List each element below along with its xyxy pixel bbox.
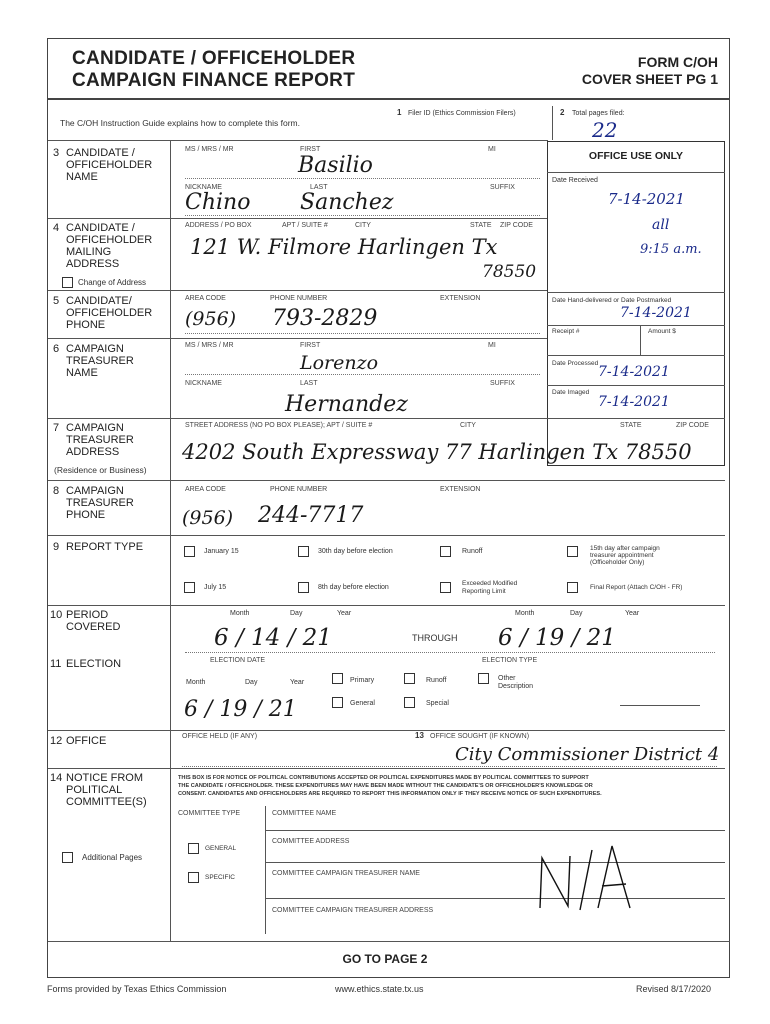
committee-type-label: COMMITTEE TYPE	[178, 810, 241, 817]
s3-first-label: FIRST	[300, 146, 321, 153]
s3-dots-1	[185, 178, 540, 179]
s5-ext-label: EXTENSION	[440, 295, 481, 302]
section-14-number: 14	[50, 772, 63, 784]
election-other-label-1: Other	[498, 675, 516, 682]
s5-dots	[185, 333, 540, 334]
other-description-line	[620, 705, 700, 706]
initials-value: all	[652, 217, 670, 233]
election-general-label: General	[350, 700, 375, 707]
s3-ms-label: MS / MRS / MR	[185, 146, 234, 153]
election-runoff-label: Runoff	[426, 677, 447, 684]
s6-dots-1	[185, 374, 540, 375]
s3-nickname-value[interactable]: Chino	[185, 190, 251, 215]
office-use-rule-4	[547, 385, 725, 386]
s4-zip-label: ZIP CODE	[500, 222, 533, 229]
s8-phone-value[interactable]: 244-7717	[258, 503, 364, 528]
section-8-rule	[48, 535, 725, 536]
additional-pages-label: Additional Pages	[82, 853, 143, 862]
processed-label: Date Processed	[552, 360, 599, 367]
intro-rule	[48, 140, 548, 141]
form-title-line2: CAMPAIGN FINANCE REPORT	[72, 70, 356, 91]
report-jan15-checkbox[interactable]	[184, 546, 195, 557]
hand-delivered-label: Date Hand-delivered or Date Postmarked	[552, 297, 672, 304]
section-4-rule	[48, 290, 547, 291]
election-special-label: Special	[426, 700, 449, 707]
s6-mi-label: MI	[488, 342, 496, 349]
report-final-checkbox[interactable]	[567, 582, 578, 593]
s7-city-label: CITY	[460, 422, 476, 429]
additional-pages-checkbox[interactable]	[62, 852, 73, 863]
section-12-label: OFFICE	[66, 735, 107, 747]
s6-suffix-label: SUFFIX	[490, 380, 515, 387]
s11-year-label: Year	[290, 679, 305, 686]
s5-phone-value[interactable]: 793-2829	[272, 306, 378, 331]
hand-delivered-value: 7-14-2021	[620, 305, 692, 321]
footer-website: www.ethics.state.tx.us	[335, 984, 424, 994]
election-special-checkbox[interactable]	[404, 697, 415, 708]
s10-year-label: Year	[337, 610, 352, 617]
s11-month-label: Month	[186, 679, 206, 686]
office-use-rule-3	[547, 355, 725, 356]
election-other-checkbox[interactable]	[478, 673, 489, 684]
office-sought-label: OFFICE SOUGHT (IF KNOWN)	[430, 733, 530, 740]
committee-specific-label: SPECIFIC	[205, 874, 235, 881]
report-exceeded-label-1: Exceeded Modified	[462, 580, 518, 587]
election-runoff-checkbox[interactable]	[404, 673, 415, 684]
total-pages-label: Total pages filed:	[572, 110, 625, 117]
section-14-label: NOTICE FROM POLITICAL COMMITTEE(S)	[66, 772, 147, 808]
election-primary-checkbox[interactable]	[332, 673, 343, 684]
s3-last-label: LAST	[310, 184, 328, 191]
na-handwriting-icon	[530, 838, 640, 918]
report-15day-label-1: 15th day after campaign	[590, 545, 660, 552]
notice-line-3: CONSENT. CANDIDATES AND OFFICEHOLDERS ARE REQUIRED TO REPORT THIS INFORMATION ONLY IF THEY RECEIVE NOTICE OF SUCH EXPENDITURES.	[178, 791, 602, 797]
section-12-rule	[48, 768, 725, 769]
section-8-label: CAMPAIGN TREASURER PHONE	[66, 485, 134, 521]
s10-month-label-2: Month	[515, 610, 535, 617]
s3-mi-label: MI	[488, 146, 496, 153]
period-start-value[interactable]: 6 / 14 / 21	[214, 625, 332, 651]
form-page: COVER SHEET PG 1	[581, 71, 718, 87]
s8-phone-label: PHONE NUMBER	[270, 486, 328, 493]
through-label: THROUGH	[412, 633, 458, 643]
section-6-rule	[48, 418, 725, 419]
time-value: 9:15 a.m.	[640, 242, 702, 257]
section-3-label: CANDIDATE / OFFICEHOLDER NAME	[66, 147, 153, 183]
s12-dots	[182, 766, 717, 767]
committee-divider	[265, 806, 266, 934]
date-received-label: Date Received	[552, 177, 598, 184]
form-id: FORM C/OH	[637, 54, 718, 70]
s4-zip-value[interactable]: 78550	[482, 262, 537, 282]
s6-first-value[interactable]: Lorenzo	[300, 352, 379, 374]
s3-last-value[interactable]: Sanchez	[300, 190, 394, 215]
footer-provided-by: Forms provided by Texas Ethics Commission	[47, 984, 227, 994]
s3-suffix-label: SUFFIX	[490, 184, 515, 191]
s8-area-value[interactable]: (956)	[182, 507, 234, 529]
s10-year-label-2: Year	[625, 610, 640, 617]
s5-area-value[interactable]: (956)	[185, 308, 237, 330]
report-jan15-label: January 15	[204, 548, 239, 555]
office-sought-number: 13	[415, 731, 424, 740]
na-value	[530, 838, 640, 918]
intro-divider	[552, 106, 553, 140]
report-8day-label: 8th day before election	[318, 584, 389, 591]
section-3-number: 3	[53, 147, 60, 159]
section-9-number: 9	[53, 541, 60, 553]
change-of-address-checkbox[interactable]	[62, 277, 73, 288]
report-exceeded-checkbox[interactable]	[440, 582, 451, 593]
committee-general-checkbox[interactable]	[188, 843, 199, 854]
committee-address-label: COMMITTEE ADDRESS	[272, 838, 350, 845]
section-10-number: 10	[50, 609, 63, 621]
s4-address-label: ADDRESS / PO BOX	[185, 222, 252, 229]
committee-name-label: COMMITTEE NAME	[272, 810, 337, 817]
report-30day-checkbox[interactable]	[298, 546, 309, 557]
s4-address-value[interactable]: 121 W. Filmore Harlingen Tx	[190, 235, 498, 259]
office-use-rule-2	[547, 325, 725, 326]
section-7-sublabel: (Residence or Business)	[54, 465, 147, 475]
section-7-number: 7	[53, 422, 60, 434]
s10-day-label: Day	[290, 610, 303, 617]
section-5-number: 5	[53, 295, 60, 307]
report-jul15-checkbox[interactable]	[184, 582, 195, 593]
footer-revised: Revised 8/17/2020	[636, 984, 712, 994]
s14-rule-3	[265, 898, 725, 899]
form-title-line1: CANDIDATE / OFFICEHOLDER	[72, 48, 356, 69]
s8-area-label: AREA CODE	[185, 486, 226, 493]
s6-nickname-label: NICKNAME	[185, 380, 222, 387]
s4-apt-label: APT / SUITE #	[282, 222, 328, 229]
section-11-rule	[48, 730, 725, 731]
processed-value: 7-14-2021	[598, 364, 670, 380]
instruction-text: The C/OH Instruction Guide explains how to complete this form.	[60, 118, 300, 128]
s10-month-label: Month	[230, 610, 250, 617]
section-9-rule	[48, 605, 725, 606]
report-8day-checkbox[interactable]	[298, 582, 309, 593]
s6-ms-label: MS / MRS / MR	[185, 342, 234, 349]
office-use-title-rule	[547, 172, 725, 173]
notice-line-1: THIS BOX IS FOR NOTICE OF POLITICAL CONTRIBUTIONS ACCEPTED OR POLITICAL EXPENDITURES MADE BY POLITICAL COMMITTEES TO SUPPORT	[178, 775, 589, 781]
report-30day-label: 30th day before election	[318, 548, 393, 555]
s11-type-label: ELECTION TYPE	[482, 657, 538, 664]
section-7-rule	[48, 480, 725, 481]
s5-phone-label: PHONE NUMBER	[270, 295, 328, 302]
s8-ext-label: EXTENSION	[440, 486, 481, 493]
s7-street-label: STREET ADDRESS (NO PO BOX PLEASE); APT / SUITE #	[185, 422, 373, 429]
section-14-rule	[48, 941, 730, 942]
section-11-label: ELECTION	[66, 658, 122, 670]
s6-last-value[interactable]: Hernandez	[285, 392, 408, 417]
section-5-label: CANDIDATE/ OFFICEHOLDER PHONE	[66, 295, 153, 331]
election-date-value[interactable]: 6 / 19 / 21	[184, 697, 297, 722]
total-pages-value: 22	[592, 118, 618, 142]
section-3-rule	[48, 218, 547, 219]
section-11-number: 11	[50, 658, 62, 670]
s11-day-label: Day	[245, 679, 258, 686]
s3-dots-2	[185, 215, 540, 216]
election-other-label-2: Description	[498, 683, 534, 690]
committee-specific-checkbox[interactable]	[188, 872, 199, 883]
section-4-number: 4	[53, 222, 60, 234]
s11-date-label: ELECTION DATE	[210, 657, 266, 664]
s4-state-label: STATE	[470, 222, 492, 229]
section-6-label: CAMPAIGN TREASURER NAME	[66, 343, 134, 379]
header-rule	[48, 98, 730, 100]
office-sought-value[interactable]: City Commissioner District 4	[455, 744, 720, 765]
office-use-title: OFFICE USE ONLY	[588, 150, 684, 162]
amount-label: Amount $	[648, 328, 676, 335]
s5-area-label: AREA CODE	[185, 295, 226, 302]
section-5-rule	[48, 338, 547, 339]
section-4-label: CANDIDATE / OFFICEHOLDER MAILING ADDRESS	[66, 222, 153, 270]
filer-id-number: 1	[397, 108, 402, 117]
report-exceeded-label-2: Reporting Limit	[462, 588, 506, 595]
election-general-checkbox[interactable]	[332, 697, 343, 708]
s7-address-value[interactable]: 4202 South Expressway 77 Harlingen Tx 78550	[182, 440, 692, 464]
report-15day-label-2: treasurer appointment	[590, 552, 654, 559]
report-runoff-label: Runoff	[462, 548, 483, 555]
s10-dots	[185, 652, 715, 653]
s6-last-label: LAST	[300, 380, 318, 387]
section-12-number: 12	[50, 735, 63, 747]
section-8-number: 8	[53, 485, 60, 497]
section-9-label: REPORT TYPE	[66, 541, 144, 553]
report-15day-checkbox[interactable]	[567, 546, 578, 557]
report-runoff-checkbox[interactable]	[440, 546, 451, 557]
report-jul15-label: July 15	[204, 584, 227, 591]
report-15day-label-3: (Officeholder Only)	[590, 559, 645, 566]
office-held-label: OFFICE HELD (IF ANY)	[182, 733, 258, 740]
committee-treasurer-address-label: COMMITTEE CAMPAIGN TREASURER ADDRESS	[272, 907, 434, 914]
s4-city-label: CITY	[355, 222, 371, 229]
s3-first-value[interactable]: Basilio	[298, 153, 373, 178]
period-end-value[interactable]: 6 / 19 / 21	[498, 625, 616, 651]
go-to-page-2: GO TO PAGE 2	[342, 952, 428, 966]
change-of-address-label: Change of Address	[78, 278, 147, 287]
imaged-label: Date Imaged	[552, 389, 590, 396]
receipt-label: Receipt #	[552, 328, 580, 335]
office-use-rule-1	[547, 292, 725, 293]
section-6-number: 6	[53, 343, 60, 355]
date-received-value: 7-14-2021	[608, 190, 685, 208]
report-final-label: Final Report (Attach C/OH - FR)	[590, 584, 683, 591]
s14-rule-2	[265, 862, 725, 863]
committee-general-label: GENERAL	[205, 845, 237, 852]
s3-nickname-label: NICKNAME	[185, 184, 222, 191]
s7-zip-label: ZIP CODE	[676, 422, 709, 429]
imaged-value: 7-14-2021	[598, 394, 670, 410]
election-primary-label: Primary	[350, 677, 375, 684]
section-7-label: CAMPAIGN TREASURER ADDRESS	[66, 422, 134, 458]
label-column-divider	[170, 141, 171, 941]
filer-id-label: Filer ID (Ethics Commission Filers)	[408, 110, 516, 117]
s14-rule-1	[265, 830, 725, 831]
committee-treasurer-name-label: COMMITTEE CAMPAIGN TREASURER NAME	[272, 870, 420, 877]
s7-state-label: STATE	[620, 422, 642, 429]
section-10-label: PERIOD COVERED	[66, 609, 121, 633]
notice-line-2: THE CANDIDATE / OFFICEHOLDER. THESE EXPENDITURES MAY HAVE BEEN MADE WITHOUT THE CANDIDATE'S OR OFFICEHOLDER'S KNOWLEDGE OR	[178, 783, 593, 789]
total-pages-number: 2	[560, 108, 565, 117]
s10-day-label-2: Day	[570, 610, 583, 617]
receipt-divider	[640, 325, 641, 355]
s6-first-label: FIRST	[300, 342, 321, 349]
